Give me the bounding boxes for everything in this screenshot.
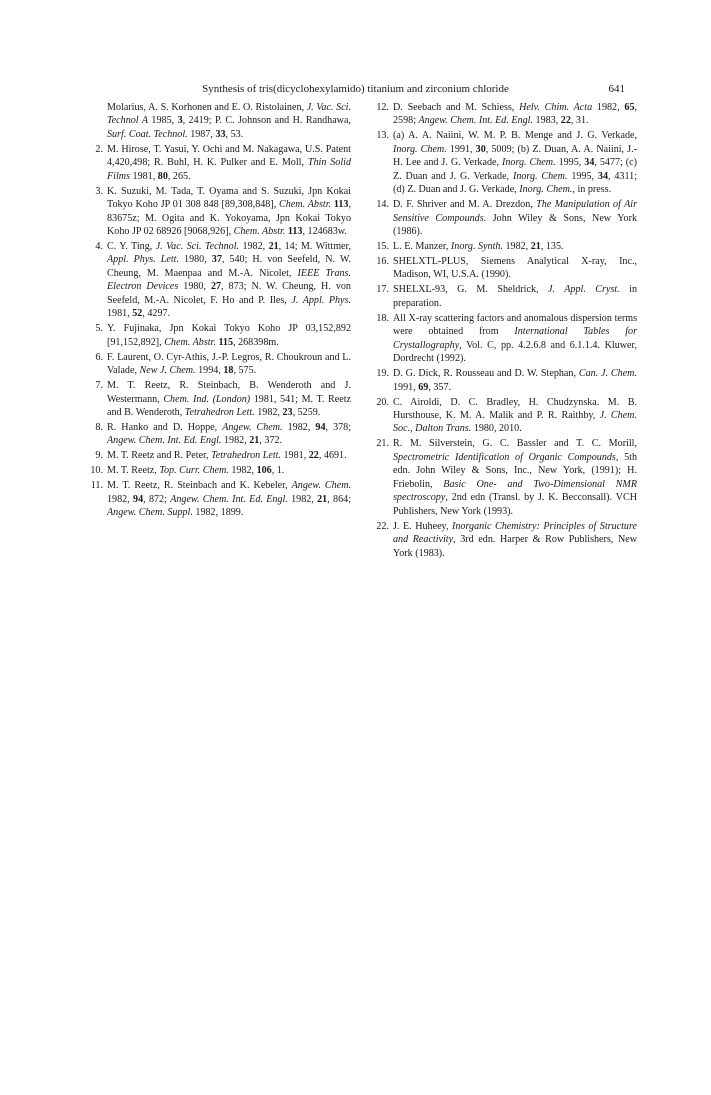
reference-text: L. E. Manzer, Inorg. Synth. 1982, 21, 135. [393, 241, 564, 253]
reference-entry [89, 240, 351, 321]
reference-entry [89, 322, 351, 349]
reference-entry [375, 396, 637, 436]
reference-text: F. Laurent, O. Cyr-Athis, J.-P. Legros, R. Choukroun and L. Valade, New J. Chem. 1994, 18, 575. [107, 351, 351, 377]
reference-entry [375, 367, 637, 394]
reference-text: M. Hirose, T. Yasui, Y. Ochi and M. Nakagawa, U.S. Patent 4,420,498; R. Buhl, H. K. Pulker and E. Moll, Thin Solid Films 1981, 80, 265. [107, 143, 351, 182]
reference-number: 12. [376, 102, 389, 113]
reference-entry [89, 421, 351, 448]
reference-text: M. T. Reetz, R. Steinbach, B. Wenderoth and J. Westermann, Chem. Ind. (London) 1981, 541; M. T. Reetz and B. Wenderoth, Tetrahedron Lett. 1982, 23, 5259. [107, 380, 351, 418]
reference-entry [89, 449, 351, 462]
reference-number: 16. [376, 255, 389, 267]
reference-entry [89, 464, 351, 477]
reference-number: 22. [376, 520, 389, 532]
reference-number: 15. [376, 241, 389, 253]
reference-entry [375, 255, 637, 282]
reference-number: 17. [376, 284, 389, 296]
page-number: 641 [608, 83, 625, 95]
reference-text: M. T. Reetz, R. Steinbach and K. Kebeler, Angew. Chem. 1982, 94, 872; Angew. Chem. Int. Ed. Engl. 1982, 21, 864; Angew. Chem. Suppl. 1982, 1899. [107, 480, 352, 519]
reference-text: D. Seebach and M. Schiess, Helv. Chim. Acta 1982, 65, 2598; Angew. Chem. Int. Ed. Engl. 1983, 22, 31. [393, 102, 638, 127]
reference-entry [375, 437, 637, 518]
reference-text: J. E. Huheey, Inorganic Chemistry: Principles of Structure and Reactivity, 3rd edn. Harper & Row Publishers, New York (1983). [393, 520, 638, 559]
reference-entry [89, 143, 351, 183]
reference-number: 7. [95, 380, 103, 392]
reference-number: 14. [376, 199, 389, 211]
reference-entry [89, 351, 351, 378]
reference-number: 11. [90, 480, 103, 492]
reference-number: 4. [95, 241, 103, 253]
reference-text: SHELXL-93, G. M. Sheldrick, J. Appl. Cryst. in preparation. [393, 284, 638, 309]
reference-text: R. Hanko and D. Hoppe, Angew. Chem. 1982, 94, 378; Angew. Chem. Int. Ed. Engl. 1982, 21, 372. [107, 421, 352, 447]
reference-entry [375, 520, 637, 560]
reference-number: 8. [95, 421, 103, 433]
reference-column-left [89, 101, 351, 561]
reference-number: 21. [376, 438, 389, 450]
reference-entry [89, 101, 351, 141]
reference-text: R. M. Silverstein, G. C. Bassler and T. C. Morill, Spectrometric Identification of Organic Compounds, 5th edn. John Wiley & Sons, Inc., New York, (1991); H. Friebolin, Basic One- and Two-Dimensional NMR spectroscopy, 2nd edn (Transl. by J. K. Becconsall). VCH Publishers, New York (1993). [393, 438, 637, 517]
reference-column-right [375, 101, 637, 561]
reference-text: All X-ray scattering factors and anomalous dispersion terms were obtained from International Tables for Crystallography, Vol. C, pp. 4.2.6.8 and 6.1.1.4. Kluwer, Dordrecht (1992). [393, 312, 637, 365]
reference-text: C. Airoldi, D. C. Bradley, H. Chudzynska. M. B. Hursthouse, K. M. A. Malik and P. R. Raithby, J. Chem. Soc., Dalton Trans. 1980, 2010. [393, 396, 637, 435]
page-header [0, 80, 711, 98]
reference-text: M. T. Reetz and R. Peter, Tetrahedron Lett. 1981, 22, 4691. [107, 450, 347, 462]
reference-number: 13. [376, 130, 389, 142]
reference-entry [375, 129, 637, 196]
reference-entry [375, 101, 637, 128]
reference-entry [375, 312, 637, 366]
reference-number: 3. [95, 185, 103, 197]
reference-list [89, 101, 637, 561]
reference-number: 2. [95, 143, 103, 155]
reference-number: 5. [95, 323, 103, 335]
reference-text: Molarius, A. S. Korhonen and E. O. Ristolainen, J. Vac. Sci. Technol A 1985, 3, 2419; P. C. Johnson and H. Randhawa, Surf. Coat. Technol. 1987, 33, 53. [107, 102, 351, 140]
reference-entry [375, 198, 637, 238]
reference-text: Y. Fujinaka, Jpn Kokai Tokyo Koho JP 03,152,892 [91,152,892], Chem. Abstr. 115, 268398m. [107, 323, 351, 348]
reference-number: 20. [376, 396, 389, 408]
reference-text: (a) A. A. Naiini, W. M. P. B. Menge and J. G. Verkade, Inorg. Chem. 1991, 30, 5009; (b) Z. Duan, A. A. Naiini, J.-H. Lee and J. G. Verkade, Inorg. Chem. 1995, 34, 5477; (c) Z. Duan and J. G. Verkade, Inorg. Chem. 1995, 34, 4311; (d) Z. Duan and J. G. Verkade, Inorg. Chem., in press. [393, 130, 638, 196]
reference-text: M. T. Reetz, Top. Curr. Chem. 1982, 106, 1. [107, 465, 285, 477]
reference-text: K. Suzuki, M. Tada, T. Oyama and S. Suzuki, Jpn Kokai Tokyo Koho JP 01 308 848 [89,308,848], Chem. Abstr. 113, 83675z; M. Ogita and K. Yokoyama, Jpn Kokai Tokyo Koho JP 02 68926 [9068,926], Chem. Abstr. 113, 124683w. [107, 185, 351, 238]
reference-text: C. Y. Ting, J. Vac. Sci. Technol. 1982, 21, 14; M. Wittmer, Appl. Phys. Lett. 1980, 37, 540; H. von Seefeld, N. W. Cheung, M. Maenpaa and M.-A. Nicolet, IEEE Trans. Electron Devices 1980, 27, 873; N. W. Cheung, H. von Seefeld, M.-A. Nicolet, F. Ho and P. Iles, J. Appl. Phys. 1981, 52, 4297. [107, 241, 352, 320]
reference-number: 10. [90, 465, 103, 477]
reference-text: D. F. Shriver and M. A. Drezdon, The Manipulation of Air Sensitive Compounds. John Wiley & Sons, New York (1986). [393, 199, 637, 238]
reference-entry [375, 283, 637, 310]
reference-text: SHELXTL-PLUS, Siemens Analytical X-ray, Inc., Madison, WI, U.S.A. (1990). [393, 255, 637, 281]
reference-text: D. G. Dick, R. Rousseau and D. W. Stephan, Can. J. Chem. 1991, 69, 357. [393, 368, 637, 393]
running-title: Synthesis of tris(dicyclohexylamido) titanium and zirconium chloride [202, 83, 509, 95]
reference-number: 6. [95, 351, 103, 363]
reference-number: 18. [376, 312, 389, 324]
reference-entry [89, 185, 351, 239]
reference-entry [89, 379, 351, 419]
reference-number: 19. [376, 368, 389, 380]
reference-number: 9. [95, 450, 103, 462]
reference-entry [89, 479, 351, 519]
reference-entry [375, 240, 637, 253]
